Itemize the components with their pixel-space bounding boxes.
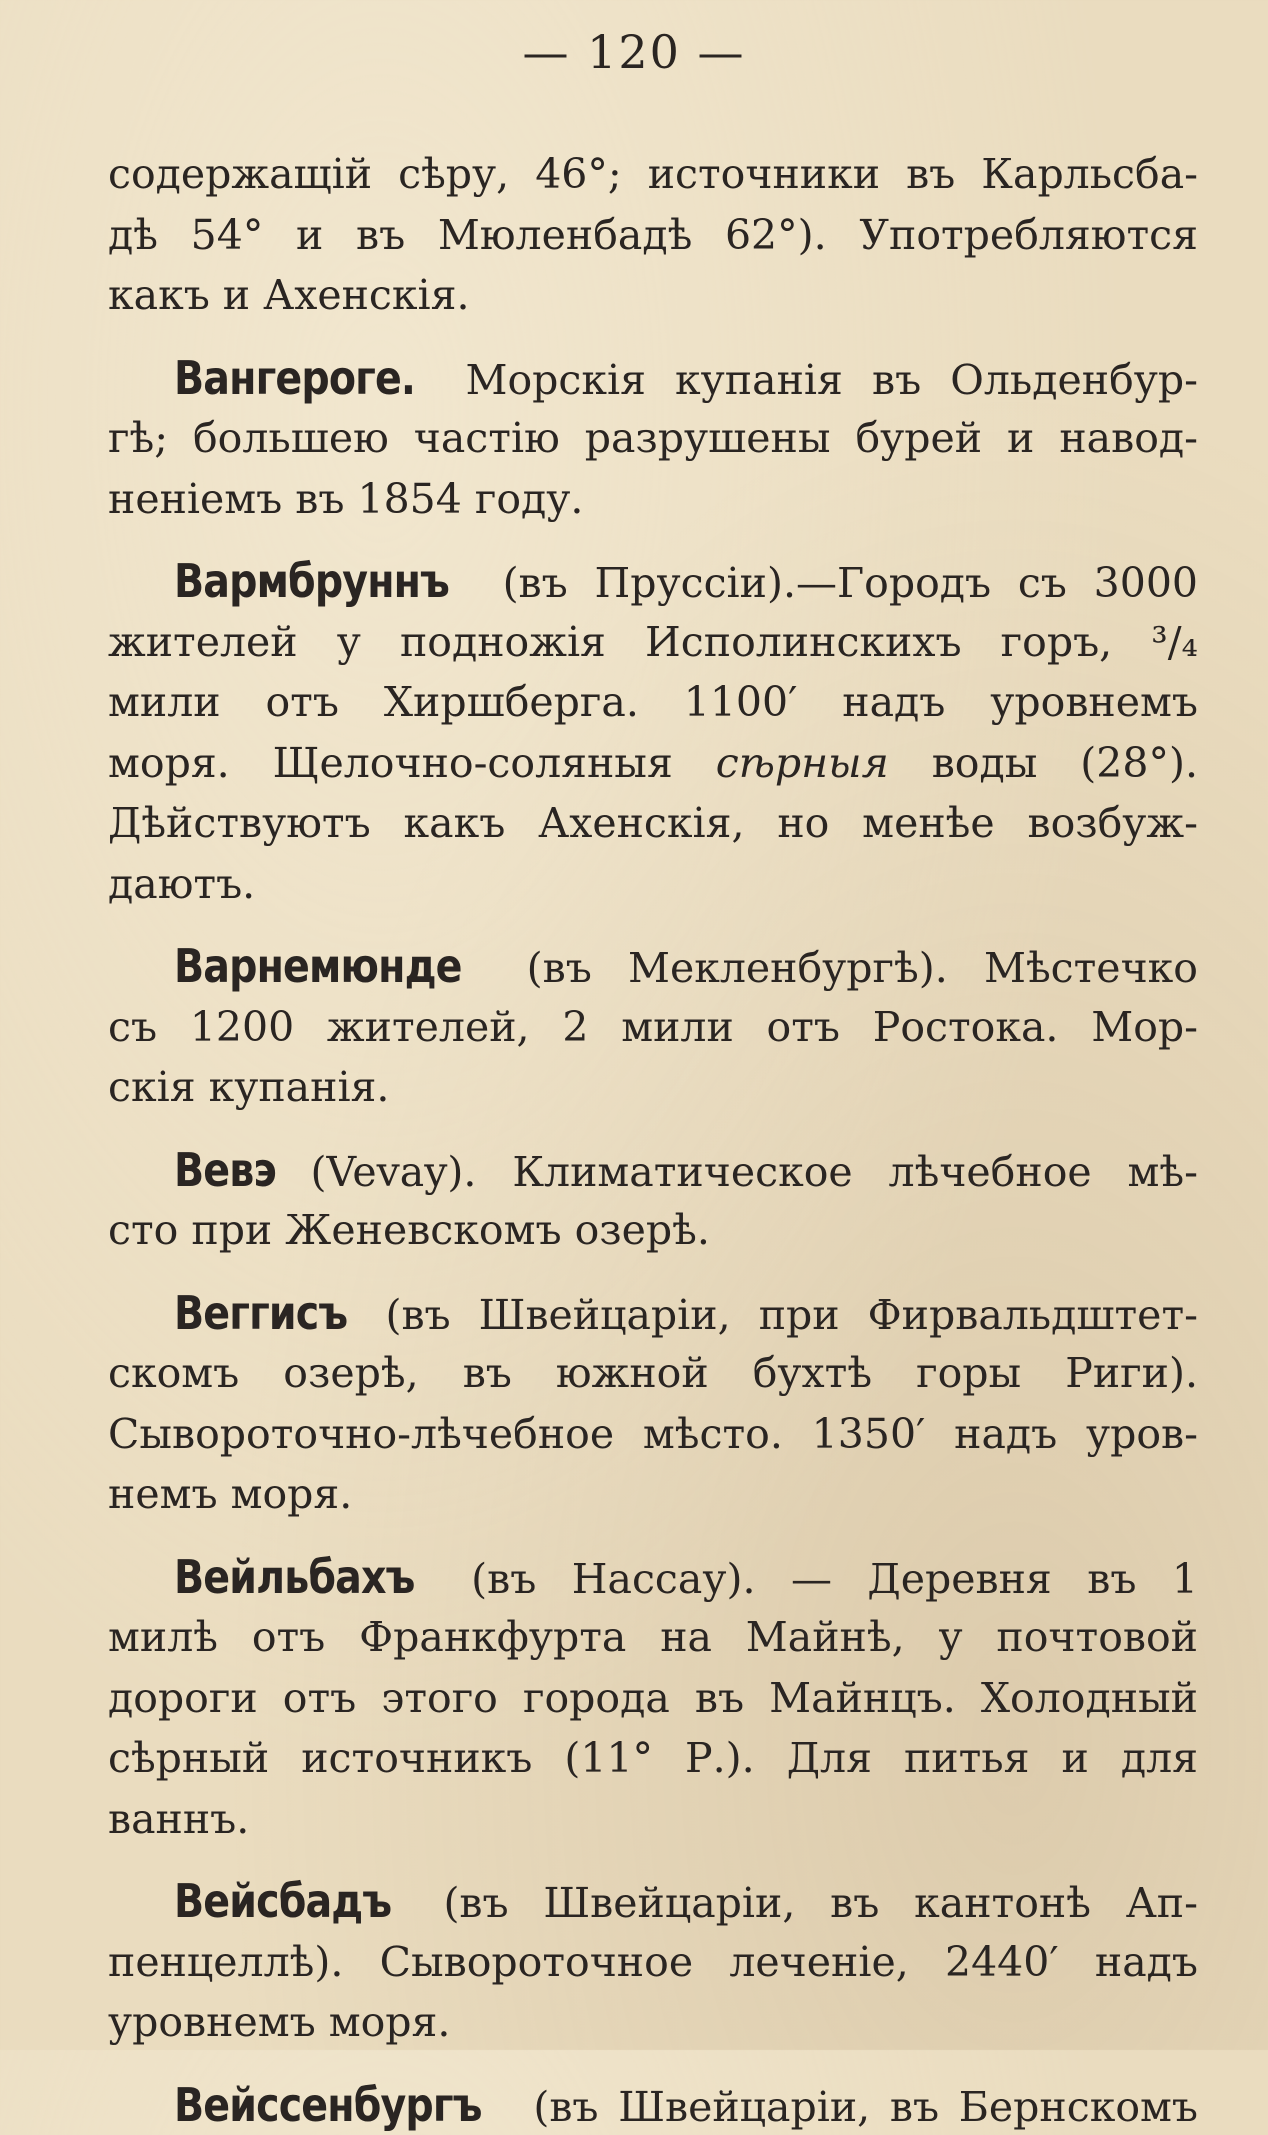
text-line: скомъ озерѣ, въ южной бухтѣ горы Риги). (108, 1343, 1198, 1404)
entry-headword: Вейльбахъ (174, 1547, 415, 1608)
entry-headword: Вейсбадъ (174, 1871, 391, 1932)
entry-text: (въ Пруссіи).—Городъ съ 3000 (503, 559, 1198, 607)
page-number: — 120 — (70, 22, 1198, 82)
text-line: какъ и Ахенскія. (108, 265, 1198, 326)
entry-text: моря. Щелочно-соляныя (108, 739, 673, 787)
text-line: дѣ 54° и въ Мюленбадѣ 62°). Употребляются (108, 205, 1198, 266)
entry-text: (въ Швейцаріи, въ кантонѣ Ап- (443, 1879, 1198, 1927)
entry-veve (108, 1140, 1198, 1261)
entry-headword: Веггисъ (174, 1283, 347, 1344)
text-line: сто при Женевскомъ озерѣ. (108, 1200, 1198, 1261)
text-line: дороги отъ этого города въ Майнцъ. Холодный (108, 1668, 1198, 1729)
text-line (108, 1283, 1198, 1344)
entry-varnemyunde (108, 936, 1198, 1118)
text-line: милѣ отъ Франкфурта на Майнѣ, у почтовой (108, 1607, 1198, 1668)
entry-veylbakh (108, 1547, 1198, 1850)
text-line (108, 1140, 1198, 1201)
text-line (108, 2075, 1198, 2135)
text-line: немъ моря. (108, 1464, 1198, 1525)
entry-veggis (108, 1283, 1198, 1525)
text-line (108, 551, 1198, 612)
entry-varmbrunn (108, 551, 1198, 914)
text-line: содержащій сѣру, 46°; источники въ Карльсба- (108, 144, 1198, 205)
entry-headword: Вангероге. (174, 348, 415, 409)
entry-text: (въ Мекленбургѣ). Мѣстечко (527, 944, 1198, 992)
text-line: ваннъ. (108, 1789, 1198, 1850)
entry-text: (въ Нассау). — Деревня въ 1 (471, 1555, 1198, 1603)
entry-headword: Вармбруннъ (174, 551, 449, 612)
text-line: уровнемъ моря. (108, 1992, 1198, 2053)
text-line: гѣ; большею частію разрушены бурей и навод- (108, 408, 1198, 469)
entry-headword: Варнемюнде (174, 936, 462, 997)
text-line (108, 1547, 1198, 1608)
text-line: жителей у подножія Исполинскихъ горъ, ³/₄ (108, 612, 1198, 673)
text-line: пенцеллѣ). Сывороточное леченіе, 2440′ надъ (108, 1932, 1198, 1993)
entry-veysbad (108, 1871, 1198, 2053)
entry-text: (Vevay). Климатическое лѣчебное мѣ- (311, 1148, 1198, 1196)
entry-text: (въ Швейцаріи, въ Бернскомъ (533, 2083, 1198, 2131)
entry-headword: Вевэ (174, 1140, 276, 1201)
text-line: Дѣйствуютъ какъ Ахенскія, но менѣе возбуж- (108, 793, 1198, 854)
text-line (108, 733, 1198, 794)
entry-vangeroge (108, 348, 1198, 530)
entry-headword: Вейссенбургъ (174, 2075, 482, 2135)
entry-continuation (108, 144, 1198, 326)
entry-veyssenburg (108, 2075, 1198, 2135)
text-line: мили отъ Хиршберга. 1100′ надъ уровнемъ (108, 672, 1198, 733)
text-line: сѣрный источникъ (11° Р.). Для питья и для (108, 1728, 1198, 1789)
text-line (108, 348, 1198, 409)
text-line: даютъ. (108, 854, 1198, 915)
text-line (108, 936, 1198, 997)
text-line: съ 1200 жителей, 2 мили отъ Ростока. Мор- (108, 997, 1198, 1058)
entry-text: Морскія купанія въ Ольденбур- (465, 356, 1198, 404)
text-line: скія купанія. (108, 1057, 1198, 1118)
text-line: неніемъ въ 1854 году. (108, 469, 1198, 530)
italic-word: сѣрныя (716, 739, 889, 787)
text-line (108, 1871, 1198, 1932)
entry-text: (въ Швейцаріи, при Фирвальдштет- (385, 1291, 1198, 1339)
text-line: Сывороточно-лѣчебное мѣсто. 1350′ надъ уров- (108, 1404, 1198, 1465)
entry-text: воды (28°). (932, 739, 1198, 787)
